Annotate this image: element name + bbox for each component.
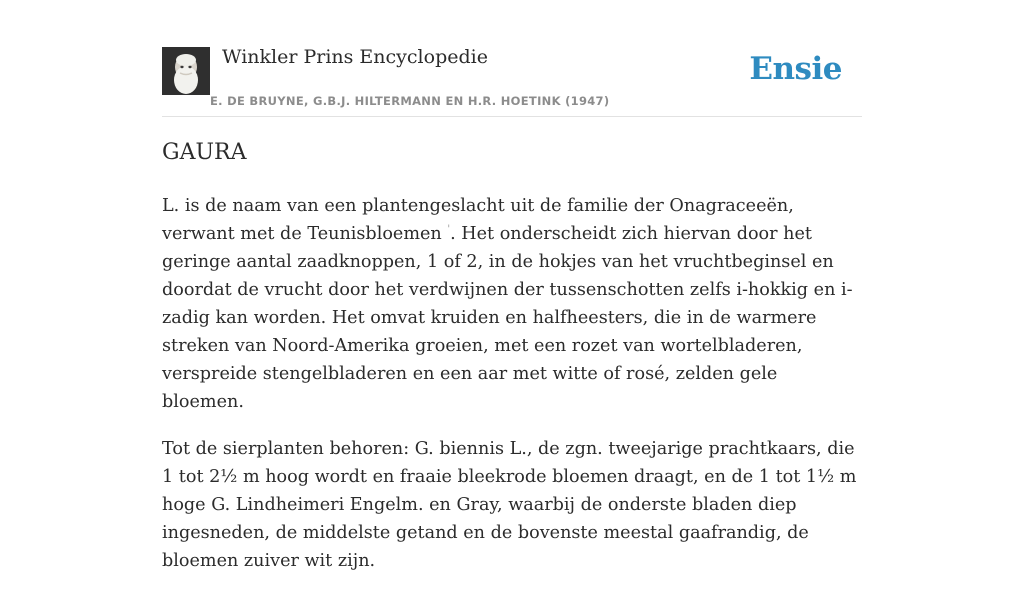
paragraph-text: . Het onderscheidt zich hiervan door het geringe aantal zaadknoppen, 1 of 2, in de hokjes van het vruchtbeginsel en doordat de vrucht door het verdwijnen der tussenschotten zelfs i-hokkig en i-zadig kan worden. Het omvat kruiden en halfheesters, die in de warmere streken van Noord-Amerika groeien, met een rozet van wortelbladeren, verspreide stengelbladeren en een aar met witte of rosé, zelden gele bloemen. xyxy=(162,224,853,412)
ensie-logo[interactable]: Ensie xyxy=(749,51,842,87)
source-avatar[interactable] xyxy=(162,47,210,95)
paragraph-text: L. is de naam van een plantengeslacht uit de familie der Onagraceeën, verwant met de Teunisbloemen xyxy=(162,196,794,244)
article-paragraph: Tot de sierplanten behoren: G. biennis L., de zgn. tweejarige prachtkaars, die 1 tot 2½ m hoog wordt en fraaie bleekrode bloemen draagt, en de 1 tot 1½ m hoge G. Lindheimeri Engelm. en Gray, waarbij de onderste bladen diep ingesneden, de middelste getand en de bovenste meestal gaafrandig, de bloemen zuiver wit zijn. xyxy=(162,439,857,571)
article-title: GAURA xyxy=(162,140,247,165)
source-authors: E. DE BRUYNE, G.B.J. HILTERMANN EN H.R. HOETINK (1947) xyxy=(210,94,610,108)
reference-link[interactable]: ' xyxy=(447,224,451,236)
source-header xyxy=(162,40,862,117)
article-body xyxy=(162,192,862,594)
source-title-link[interactable]: Winkler Prins Encyclopedie xyxy=(222,46,488,68)
article-paragraph xyxy=(162,192,862,416)
bearded-man-portrait-icon xyxy=(162,47,210,95)
